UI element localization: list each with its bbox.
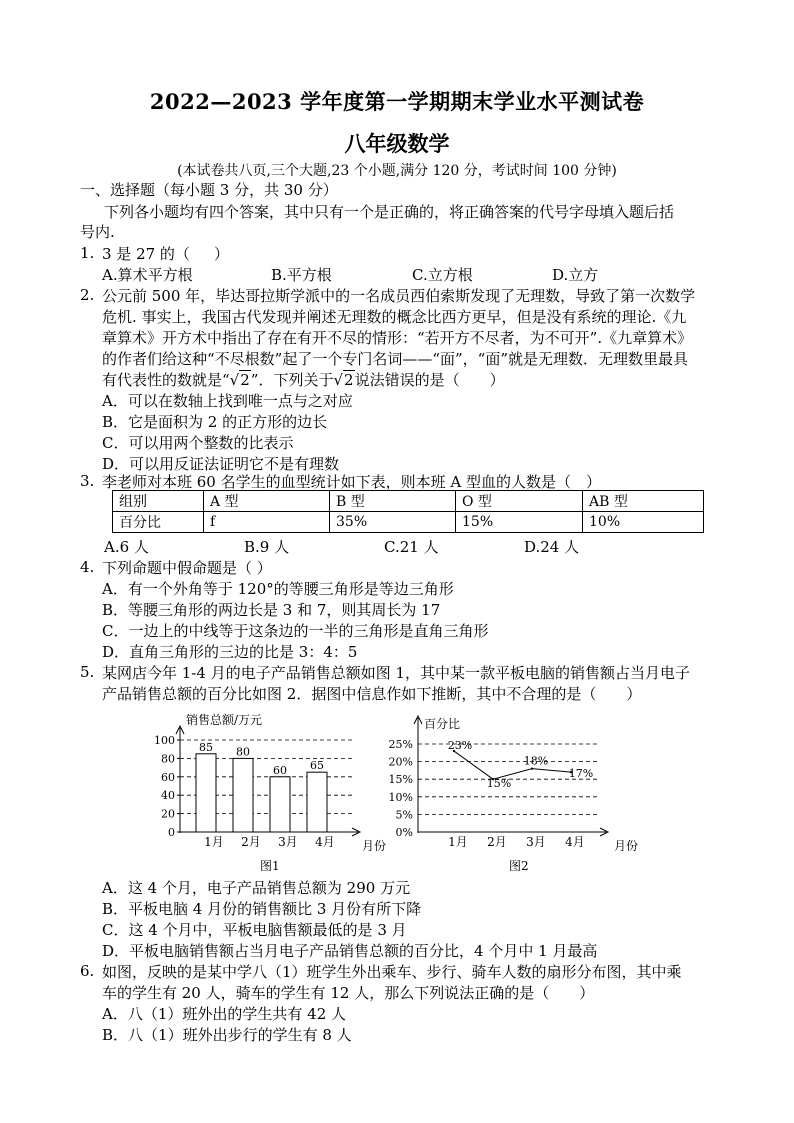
table-cell: 组别 <box>113 491 204 512</box>
q4-option-c: C．一边上的中线等于这条边的一半的三角形是直角三角形 <box>102 622 489 640</box>
line-chart-ylabel: 百分比 <box>424 717 461 731</box>
bar-value-label: 60 <box>273 763 287 777</box>
q1-option-a: A.算术平方根 <box>102 266 193 284</box>
table-cell: 10% <box>583 512 704 533</box>
bar-xtick-label: 1月 <box>204 835 224 849</box>
q5-option-a: A．这 4 个月，电子产品销售总额为 290 万元 <box>102 879 411 897</box>
q2-line3: 章算术》开方术中指出了存在有开不尽的情形：“若开方不尽者，为不可开”.《九章算术》 <box>102 329 693 347</box>
bar-chart-xlabel: 月份 <box>362 839 387 853</box>
q2-line5-a: 有代表性的数就是“ <box>102 371 230 389</box>
line-xtick-label: 1月 <box>448 835 468 849</box>
q2-number: 2. <box>80 286 95 304</box>
bar-chart-title: 图1 <box>260 859 280 873</box>
q2-line1: 公元前 500 年，毕达哥拉斯学派中的一名成员西伯索斯发现了无理数，导致了第一次数学 <box>102 287 696 305</box>
q6-option-b: B．八（1）班外出步行的学生有 8 人 <box>102 1026 352 1044</box>
q3-option-a: A.6 人 <box>104 538 149 556</box>
bar-xtick-label: 2月 <box>241 835 261 849</box>
bar-ytick-label: 60 <box>161 770 175 784</box>
q4-number: 4. <box>80 558 95 576</box>
q2-line5-b: ”．下列关于 <box>250 371 334 389</box>
line-chart-xlabel: 月份 <box>614 839 639 853</box>
q6-line1: 如图，反映的是某中学八（1）班学生外出乘车、步行、骑车人数的扇形分布图，其中乘 <box>102 963 682 981</box>
line-xtick-label: 2月 <box>487 835 507 849</box>
q4-option-a: A．有一个外角等于 120°的等腰三角形是等边三角形 <box>102 580 454 598</box>
bar-chart-figure1 <box>140 708 390 878</box>
q5-option-d: D．平板电脑销售额占当月电子产品销售总额的百分比，4 个月中 1 月最高 <box>102 942 598 960</box>
q2-option-a: A．可以在数轴上找到唯一点与之对应 <box>102 392 353 410</box>
exam-subject: 八年级数学 <box>344 131 450 156</box>
line-point <box>531 767 533 769</box>
q1-number: 1. <box>80 244 95 262</box>
sqrt-symbol: √ <box>229 371 240 389</box>
line-value-label: 18% <box>523 754 549 768</box>
line-ytick-label: 0% <box>395 826 413 839</box>
line-ytick-label: 20% <box>388 755 413 769</box>
exam-title: 2022—2023 学年度第一学期期末学业水平测试卷 <box>149 89 645 114</box>
bar <box>307 772 327 832</box>
q2-option-b: B．它是面积为 2 的正方形的边长 <box>102 413 328 431</box>
line-xtick-label: 3月 <box>526 835 546 849</box>
q4-option-d: D．直角三角形的三边的比是 3：4：5 <box>102 643 358 661</box>
q1-stem-close: ） <box>213 245 229 263</box>
q2-line5-c: 说法错误的是（ ） <box>354 371 505 389</box>
q3-stem: 李老师对本班 60 名学生的血型统计如下表，则本班 A 型血的人数是（ ） <box>102 473 601 491</box>
bar-value-label: 80 <box>236 745 250 759</box>
q3-option-d: D.24 人 <box>524 538 580 556</box>
q1-option-c: C.立方根 <box>412 266 473 284</box>
bar <box>270 777 290 832</box>
line-xtick-label: 4月 <box>565 835 585 849</box>
table-row <box>113 512 704 533</box>
q2-line5 <box>102 370 505 390</box>
q6-line2: 车的学生有 20 人，骑车的学生有 12 人，那么下列说法正确的是（ ） <box>102 984 595 1002</box>
table-cell: AB 型 <box>583 491 704 512</box>
bar <box>233 758 253 832</box>
bar-ytick-label: 0 <box>168 826 175 839</box>
bar-value-label: 85 <box>199 740 213 754</box>
bar-ytick-label: 40 <box>161 789 175 803</box>
q5-line1: 某网店今年 1-4 月的电子产品销售总额如图 1，其中某一款平板电脑的销售额占当月电子 <box>102 664 691 682</box>
table-cell: f <box>204 512 330 533</box>
line-series-path <box>454 751 571 779</box>
section-heading: 一、选择题（每小题 3 分，共 30 分） <box>80 181 338 199</box>
table-cell: O 型 <box>456 491 583 512</box>
q1-option-b: B.平方根 <box>271 266 332 284</box>
sqrt-symbol-2: √ <box>333 371 344 389</box>
table-cell: B 型 <box>330 491 456 512</box>
line-chart-title: 图2 <box>509 859 529 873</box>
q1-stem-text: 3 是 27 的（ <box>102 245 190 263</box>
line-value-label: 17% <box>568 767 594 781</box>
bar-xtick-label: 4月 <box>315 835 335 849</box>
bar-ytick-label: 100 <box>154 734 175 747</box>
line-ytick-label: 10% <box>388 790 413 804</box>
q1-option-d: D.立方 <box>552 266 599 284</box>
q2-line2: 危机. 事实上，我国古代发现并阐述无理数的概念比西方更早，但是没有系统的理论.《九 <box>102 308 687 326</box>
q3-option-b: B.9 人 <box>244 538 290 556</box>
q1-stem <box>102 244 229 264</box>
q5-option-c: C．这 4 个月中，平板电脑售额最低的是 3 月 <box>102 921 407 939</box>
line-ytick-label: 15% <box>388 773 413 787</box>
bar-chart-ylabel: 销售总额/万元 <box>186 713 263 727</box>
line-ytick-label: 5% <box>395 808 413 822</box>
q5-option-b: B．平板电脑 4 月份的销售额比 3 月份有所下降 <box>102 900 422 918</box>
table-cell: 15% <box>456 512 583 533</box>
table-cell: 百分比 <box>113 512 204 533</box>
q2-line4: 的作者们给这种“不尽根数”起了一个专门名词——“面”，“面”就是无理数．无理数里最具 <box>102 350 689 368</box>
bar-ytick-label: 20 <box>161 807 175 821</box>
sqrt-argument: 2 <box>240 371 250 389</box>
blood-type-table <box>112 490 704 533</box>
q6-option-a: A．八（1）班外出的学生共有 42 人 <box>102 1005 347 1023</box>
exam-instructions: (本试卷共八页,三个大题,23 个小题,满分 120 分，考试时间 100 分钟) <box>177 163 617 179</box>
section-intro-line1: 下列各小题均有四个答案，其中只有一个是正确的，将正确答案的代号字母填入题后括 <box>104 203 675 221</box>
table-cell: 35% <box>330 512 456 533</box>
q4-stem: 下列命题中假命题是（ ） <box>102 559 272 577</box>
q2-option-d: D．可以用反证法证明它不是有理数 <box>102 455 340 473</box>
bar-xtick-label: 3月 <box>278 835 298 849</box>
q4-option-b: B．等腰三角形的两边长是 3 和 7，则其周长为 17 <box>102 601 441 619</box>
bar-value-label: 65 <box>310 759 324 773</box>
line-value-label: 23% <box>447 739 473 753</box>
q6-number: 6. <box>80 962 95 980</box>
q3-number: 3. <box>80 472 95 490</box>
q5-number: 5. <box>80 663 95 681</box>
q3-option-c: C.21 人 <box>384 538 439 556</box>
bar-ytick-label: 80 <box>161 752 175 766</box>
line-value-label: 15% <box>486 777 512 791</box>
sqrt-argument-2: 2 <box>344 371 354 389</box>
q2-option-c: C．可以用两个整数的比表示 <box>102 434 294 452</box>
table-cell: A 型 <box>204 491 330 512</box>
table-header-row <box>113 491 704 512</box>
q5-line2: 产品销售总额的百分比如图 2．据图中信息作如下推断，其中不合理的是（ ） <box>102 685 642 703</box>
line-ytick-label: 25% <box>388 738 413 751</box>
line-chart-figure2 <box>388 708 648 878</box>
section-intro-line2: 号内. <box>80 223 115 241</box>
bar <box>196 754 216 832</box>
